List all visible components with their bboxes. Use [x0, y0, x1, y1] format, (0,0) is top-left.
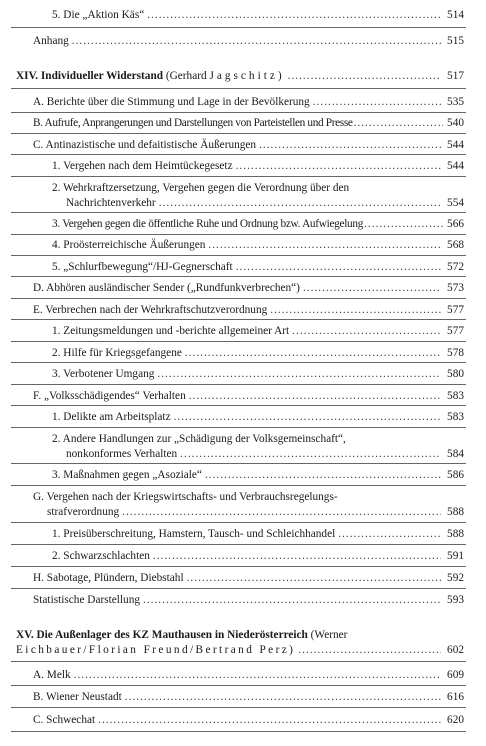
- toc-entry: [33, 95, 464, 109]
- toc-entry-title: nonkonformes Verhalten: [66, 448, 178, 460]
- toc-entry-title: C. Schwechat: [33, 714, 96, 726]
- toc-entry: [33, 281, 464, 295]
- toc-entry-title: Statistische Darstellung: [33, 594, 140, 606]
- row-divider: [11, 133, 466, 134]
- toc-entry: [33, 116, 464, 130]
- row-divider: [11, 685, 466, 686]
- toc-entry-title: strafverordnung: [47, 506, 120, 518]
- toc-entry: [52, 527, 464, 541]
- toc-entry-title: Nachrichtenverkehr: [66, 197, 156, 209]
- row-divider: [11, 522, 466, 523]
- chapter-author-open: (Werner: [310, 629, 348, 641]
- toc-entry-first-line: 2. Wehrkraftzersetzung, Vergehen gegen die Verordnung über den: [52, 182, 350, 194]
- row-divider: [11, 298, 466, 299]
- toc-entry-title: 5. „Schlurfbewegung“/HJ-Gegnerschaft: [52, 261, 233, 273]
- toc-entry: [33, 389, 464, 403]
- toc-entry-title: C. Antinazistische und defaitistische Äußerungen: [33, 139, 257, 151]
- toc-page-number: 535: [447, 96, 464, 108]
- toc-entry-first-line: 2. Andere Handlungen zur „Schädigung der Volksgemeinschaft“,: [52, 433, 346, 445]
- chapter-author-name: Eichbauer/Florian Freund/Bertrand Perz): [16, 644, 296, 656]
- toc-entry-title: 1. Zeitungsmeldungen und -berichte allgemeiner Art: [52, 325, 290, 337]
- toc-entry-title: 5. Die „Aktion Käs“: [52, 9, 145, 21]
- leader-dots: [157, 367, 441, 381]
- toc-page-number: 572: [447, 261, 464, 273]
- row-divider: [11, 661, 466, 662]
- toc-entry: [33, 303, 464, 317]
- row-divider: [11, 731, 466, 732]
- toc-entry-title: 2. Hilfe für Kriegsgefangene: [52, 347, 182, 359]
- row-divider: [11, 463, 466, 464]
- toc-entry: [52, 217, 464, 231]
- toc-page-number: 609: [447, 669, 464, 681]
- toc-entry-title: 3. Vergehen gegen die öffentliche Ruhe und Ordnung bzw. Aufwiegelung: [52, 218, 364, 230]
- leader-dots: [236, 260, 441, 274]
- toc-page-number: 588: [447, 506, 464, 518]
- row-divider: [11, 154, 466, 155]
- toc-entry: [33, 593, 464, 607]
- toc-entry: [47, 505, 464, 519]
- toc-entry: [33, 690, 464, 704]
- leader-dots: [364, 217, 443, 231]
- toc-page-number: 577: [447, 304, 464, 316]
- toc-entry: [52, 468, 464, 482]
- toc-entry: [52, 238, 464, 252]
- leader-dots: [153, 549, 441, 563]
- toc-entry: [52, 260, 464, 274]
- toc-page-number: 514: [447, 9, 464, 21]
- leader-dots: [74, 668, 441, 682]
- leader-dots: [185, 346, 441, 360]
- row-divider: [11, 27, 466, 28]
- toc-entry: [52, 549, 464, 563]
- leader-dots: [174, 410, 441, 424]
- row-divider: [11, 566, 466, 567]
- leader-dots: [338, 527, 441, 541]
- toc-page-number: 544: [447, 139, 464, 151]
- row-divider: [11, 362, 466, 363]
- row-divider: [11, 276, 466, 277]
- toc-page-number: 515: [447, 35, 464, 47]
- row-divider: [11, 588, 466, 589]
- toc-page-number: 584: [447, 448, 464, 460]
- toc-page-number: 580: [447, 368, 464, 380]
- toc-page-number: 593: [447, 594, 464, 606]
- leader-dots: [354, 116, 443, 130]
- leader-dots: [205, 468, 441, 482]
- row-divider: [11, 341, 466, 342]
- row-divider: [11, 427, 466, 428]
- leader-dots: [180, 447, 441, 461]
- toc-page-number: 573: [447, 282, 464, 294]
- toc-entry: [33, 713, 464, 727]
- leader-dots: [187, 571, 441, 585]
- toc-entry: [66, 447, 464, 461]
- toc-entry-title: H. Sabotage, Plündern, Diebstahl: [33, 572, 184, 584]
- toc-entry-title: 3. Maßnahmen gegen „Asoziale“: [52, 469, 202, 481]
- toc-page-number: 591: [447, 550, 464, 562]
- toc-entry-title: A. Melk: [33, 669, 71, 681]
- toc-entry: [33, 34, 464, 48]
- toc-entry: [33, 138, 464, 152]
- toc-entry-title: F. „Volksschädigendes“ Verhalten: [33, 390, 186, 402]
- toc-page-number: 586: [447, 469, 464, 481]
- chapter-title: XIV. Individueller Widerstand: [16, 70, 164, 82]
- toc-entry: [52, 159, 464, 173]
- row-divider: [11, 319, 466, 320]
- leader-dots: [298, 643, 441, 657]
- leader-dots: [259, 138, 441, 152]
- toc-entry: [52, 8, 464, 22]
- leader-dots: [189, 389, 441, 403]
- row-divider: [11, 234, 466, 235]
- toc-entry-title: 2. Schwarzschlachten: [52, 550, 150, 562]
- toc-page-number: 620: [447, 714, 464, 726]
- toc-entry-title: D. Abhören ausländischer Sender („Rundfunkverbrechen“): [33, 282, 300, 294]
- leader-dots: [122, 505, 441, 519]
- leader-dots: [159, 196, 441, 210]
- toc-entry: [52, 346, 464, 360]
- leader-dots: [288, 69, 441, 83]
- row-divider: [11, 485, 466, 486]
- toc-page-number: 544: [447, 160, 464, 172]
- toc-entry: [66, 196, 464, 210]
- toc-entry: [52, 367, 464, 381]
- row-divider: [11, 212, 466, 213]
- toc-entry-title: 1. Preisüberschreitung, Hamstern, Tausch- und Schleichhandel: [52, 528, 336, 540]
- chapter-author-open: (Gerhard: [165, 70, 207, 82]
- toc-page-number: 517: [447, 70, 464, 82]
- leader-dots: [313, 95, 441, 109]
- toc-chapter-heading-first-line: [16, 628, 347, 642]
- leader-dots: [72, 34, 441, 48]
- leader-dots: [292, 324, 441, 338]
- leader-dots: [208, 238, 441, 252]
- chapter-title: XV. Die Außenlager des KZ Mauthausen in Niederösterreich: [16, 629, 308, 641]
- leader-dots: [236, 159, 441, 173]
- toc-entry: [33, 668, 464, 682]
- row-divider: [11, 405, 466, 406]
- leader-dots: [147, 8, 441, 22]
- toc-entry-title: 3. Verbotener Umgang: [52, 368, 155, 380]
- toc-page-number: 577: [447, 325, 464, 337]
- chapter-author-name: Jagschitz): [209, 70, 285, 82]
- toc-page-number: 554: [447, 197, 464, 209]
- toc-page-number: 540: [447, 117, 464, 129]
- toc-page-number: 568: [447, 239, 464, 251]
- toc-entry-first-line: G. Vergehen nach der Kriegswirtschafts- und Verbrauchsregelungs-: [33, 491, 338, 503]
- toc-entry-title: 1. Vergehen nach dem Heimtückegesetz: [52, 160, 233, 172]
- row-divider: [11, 255, 466, 256]
- leader-dots: [303, 281, 441, 295]
- toc-page-number: 578: [447, 347, 464, 359]
- toc-chapter-heading: [16, 69, 464, 83]
- toc-page-number: 583: [447, 411, 464, 423]
- row-divider: [11, 176, 466, 177]
- toc-entry-title: B. Wiener Neustadt: [33, 691, 122, 703]
- row-divider: [11, 707, 466, 708]
- toc-page-number: 588: [447, 528, 464, 540]
- toc-page-number: 583: [447, 390, 464, 402]
- leader-dots: [98, 713, 441, 727]
- toc-chapter-heading: [16, 643, 464, 657]
- row-divider: [11, 544, 466, 545]
- leader-dots: [125, 690, 441, 704]
- row-divider: [11, 112, 466, 113]
- row-divider: [11, 88, 466, 89]
- toc-entry-title: A. Berichte über die Stimmung und Lage in der Bevölkerung: [33, 96, 310, 108]
- toc-entry-title: 1. Delikte am Arbeitsplatz: [52, 411, 171, 423]
- toc-entry-title: B. Aufrufe, Anprangerungen und Darstellungen von Parteistellen und Presse: [33, 117, 353, 129]
- toc-page-number: 566: [447, 218, 464, 230]
- row-divider: [11, 384, 466, 385]
- toc-entry-title: 4. Proösterreichische Äußerungen: [52, 239, 206, 251]
- leader-dots: [143, 593, 441, 607]
- toc-page-number: 602: [447, 644, 464, 656]
- toc-entry: [33, 571, 464, 585]
- toc-entry-title: E. Verbrechen nach der Wehrkraftschutzverordnung: [33, 304, 268, 316]
- toc-entry-title: Anhang: [33, 35, 69, 47]
- toc-page-number: 616: [447, 691, 464, 703]
- toc-page-number: 592: [447, 572, 464, 584]
- leader-dots: [270, 303, 441, 317]
- toc-entry: [52, 324, 464, 338]
- toc-entry: [52, 410, 464, 424]
